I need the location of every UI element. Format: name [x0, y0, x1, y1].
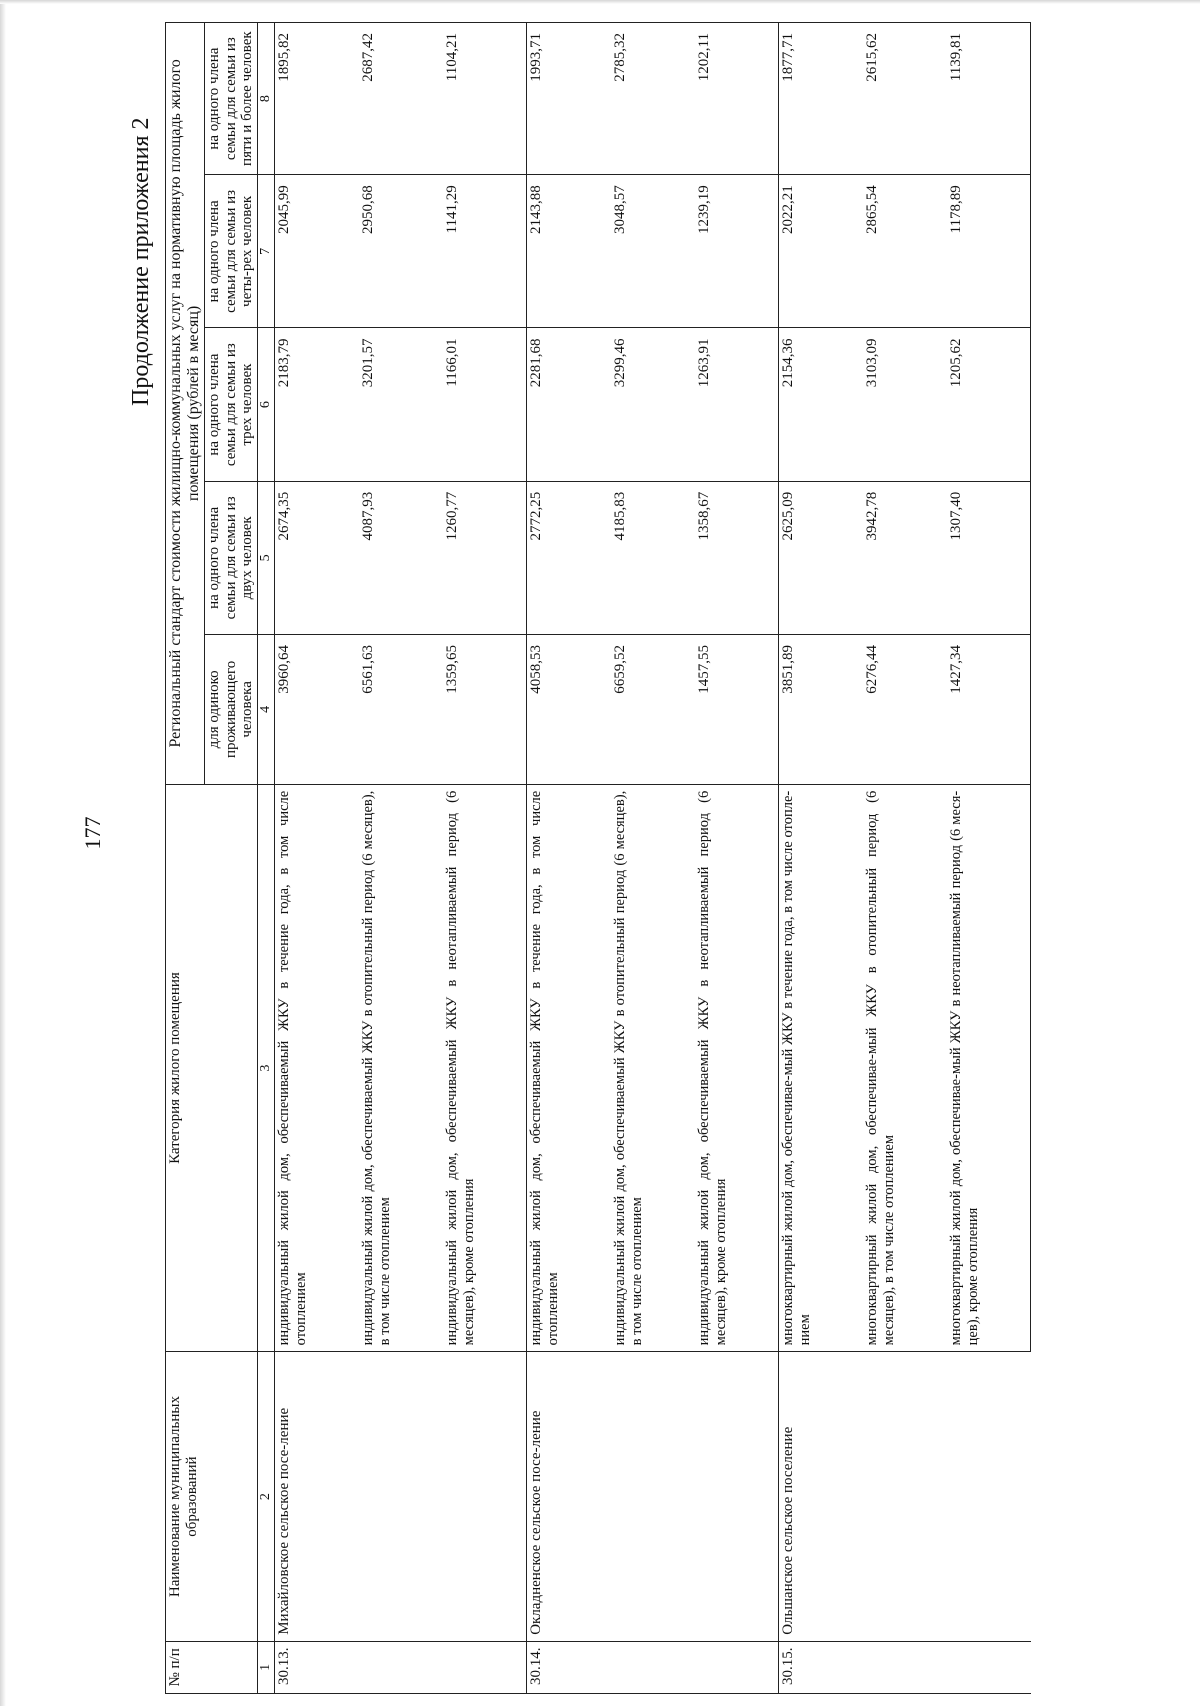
category-cell: индивидуальный жилой дом, обеспечиваемый ЖКУ в течение года, в том числе отоплением — [527, 784, 611, 1352]
table-row — [779, 23, 863, 1694]
value-cell: 1877,71 — [779, 23, 863, 175]
value-cell: 1178,89 — [947, 175, 1031, 328]
value-cell: 2625,09 — [779, 481, 863, 634]
header-no: № п/п — [166, 1641, 258, 1693]
value-cell: 1104,21 — [443, 23, 527, 175]
col-number: 6 — [258, 328, 275, 481]
table-row — [527, 23, 611, 1694]
value-cell: 3960,64 — [275, 634, 359, 784]
header-sub-4: на одного члена семьи для семьи из четы-рех человек — [204, 175, 257, 328]
col-number: 7 — [258, 175, 275, 328]
municipality-name: Михайловское сельское посе-ление — [275, 1352, 527, 1641]
col-number: 2 — [258, 1352, 275, 1641]
category-cell: индивидуальный жилой дом, обеспечиваемый ЖКУ в неотапливаемый период (6 месяцев), кроме отопления — [443, 784, 527, 1352]
value-cell: 1359,65 — [443, 634, 527, 784]
tariff-table — [165, 22, 1031, 1694]
value-cell: 2045,99 — [275, 175, 359, 328]
value-cell: 2785,32 — [611, 23, 695, 175]
value-cell: 1427,34 — [947, 634, 1031, 784]
value-cell: 2674,35 — [275, 481, 359, 634]
value-cell: 4185,83 — [611, 481, 695, 634]
header-standard-group: Региональный стандарт стоимости жилищно-коммунальных услуг на нормативную площадь жилого помещения (рублей в месяц) — [166, 23, 205, 785]
value-cell: 2281,68 — [527, 328, 611, 481]
category-cell: индивидуальный жилой дом, обеспечиваемый ЖКУ в отопительный период (6 месяцев), в том числе отоплением — [611, 784, 695, 1352]
value-cell: 2154,36 — [779, 328, 863, 481]
header-municipality: Наименование муниципальных образований — [166, 1352, 258, 1641]
value-cell: 3851,89 — [779, 634, 863, 784]
col-number: 1 — [258, 1641, 275, 1693]
category-cell: индивидуальный жилой дом, обеспечиваемый ЖКУ в неотапливаемый период (6 месяцев), кроме отопления — [695, 784, 779, 1352]
value-cell: 2950,68 — [359, 175, 443, 328]
header-row-top — [166, 23, 205, 1694]
category-cell: индивидуальный жилой дом, обеспечиваемый ЖКУ в течение года, в том числе отоплением — [275, 784, 359, 1352]
value-cell: 1263,91 — [695, 328, 779, 481]
header-sub-3: на одного члена семьи для семьи из трех человек — [204, 328, 257, 481]
category-cell: многоквартирный жилой дом, обеспечивае-мый ЖКУ в неотапливаемый период (6 меся-цев), кроме отопления — [947, 784, 1031, 1352]
value-cell: 1166,01 — [443, 328, 527, 481]
col-number: 8 — [258, 23, 275, 175]
value-cell: 6659,52 — [611, 634, 695, 784]
value-cell: 1358,67 — [695, 481, 779, 634]
header-category: Категория жилого помещения — [166, 784, 258, 1352]
value-cell: 1307,40 — [947, 481, 1031, 634]
value-cell: 3942,78 — [863, 481, 947, 634]
value-cell: 2687,42 — [359, 23, 443, 175]
header-column-numbers — [258, 23, 275, 1694]
value-cell: 1202,11 — [695, 23, 779, 175]
municipality-name: Окладненское сельское посе-ление — [527, 1352, 779, 1641]
value-cell: 1993,71 — [527, 23, 611, 175]
value-cell: 6276,44 — [863, 634, 947, 784]
value-cell: 2865,54 — [863, 175, 947, 328]
header-sub-1: для одиноко проживающего человека — [204, 634, 257, 784]
row-number: 30.13. — [275, 1641, 527, 1693]
value-cell: 6561,63 — [359, 634, 443, 784]
value-cell: 4058,53 — [527, 634, 611, 784]
row-number: 30.14. — [527, 1641, 779, 1693]
row-number: 30.15. — [779, 1641, 1031, 1693]
col-number: 3 — [258, 784, 275, 1352]
header-sub-2: на одного члена семьи для семьи из двух человек — [204, 481, 257, 634]
table-row — [275, 23, 359, 1694]
value-cell: 3103,09 — [863, 328, 947, 481]
value-cell: 1260,77 — [443, 481, 527, 634]
col-number: 5 — [258, 481, 275, 634]
category-cell: многоквартирный жилой дом, обеспечивае-мый ЖКУ в течение года, в том числе отопле-нием — [779, 784, 863, 1352]
value-cell: 2143,88 — [527, 175, 611, 328]
header-sub-5: на одного члена семьи для семьи из пяти и более человек — [204, 23, 257, 175]
value-cell: 1895,82 — [275, 23, 359, 175]
municipality-name: Ольшанское сельское поселение — [779, 1352, 1031, 1641]
value-cell: 2022,21 — [779, 175, 863, 328]
value-cell: 1205,62 — [947, 328, 1031, 481]
col-number: 4 — [258, 634, 275, 784]
value-cell: 1141,29 — [443, 175, 527, 328]
value-cell: 2615,62 — [863, 23, 947, 175]
value-cell: 3201,57 — [359, 328, 443, 481]
page-number: 177 — [80, 816, 105, 850]
continuation-label: Продолжение приложения 2 — [128, 117, 154, 406]
value-cell: 3299,46 — [611, 328, 695, 481]
value-cell: 1457,55 — [695, 634, 779, 784]
category-cell: индивидуальный жилой дом, обеспечиваемый ЖКУ в отопительный период (6 месяцев), в том числе отоплением — [359, 784, 443, 1352]
value-cell: 3048,57 — [611, 175, 695, 328]
value-cell: 4087,93 — [359, 481, 443, 634]
value-cell: 1239,19 — [695, 175, 779, 328]
value-cell: 1139,81 — [947, 23, 1031, 175]
category-cell: многоквартирный жилой дом, обеспечивае-мый ЖКУ в отопительный период (6 месяцев), в том числе отоплением — [863, 784, 947, 1352]
value-cell: 2183,79 — [275, 328, 359, 481]
value-cell: 2772,25 — [527, 481, 611, 634]
